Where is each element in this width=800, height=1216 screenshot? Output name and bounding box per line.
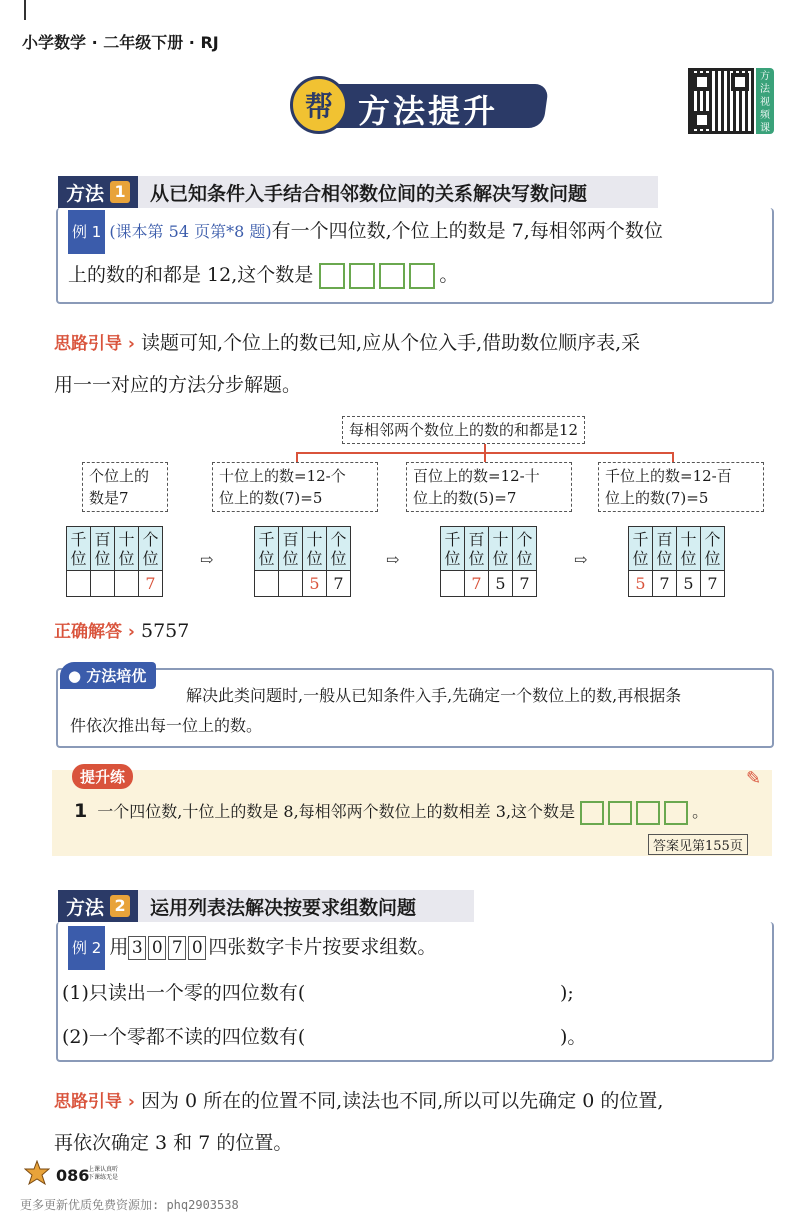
place-value-cell: 7 (653, 571, 677, 597)
diagram-top-note: 每相邻两个数位上的数的和都是12 (342, 416, 585, 444)
digit-card: 0 (148, 936, 166, 960)
answer-box[interactable] (580, 801, 604, 825)
question-1: (1)只读出一个零的四位数有( (62, 982, 306, 1004)
question-2-end: )。 (560, 1026, 587, 1048)
place-value-cell (279, 571, 303, 597)
place-value-cell (67, 571, 91, 597)
practice-tag: 提升练 (72, 764, 133, 789)
answer-box[interactable] (664, 801, 688, 825)
method2-header (58, 890, 474, 922)
digit-card: 0 (188, 936, 206, 960)
method2-tag (58, 890, 138, 922)
qr-finder (693, 111, 711, 129)
place-header-cell: 十 位 (677, 527, 701, 571)
next-arrow-icon: ⇨ (574, 550, 588, 569)
place-value-cell: 7 (465, 571, 489, 597)
place-value-table (628, 526, 725, 597)
place-value-cell: 7 (513, 571, 537, 597)
place-value-cell (255, 571, 279, 597)
mascot-icon (24, 1160, 50, 1186)
example2-pre: 用 (109, 936, 129, 958)
diagram-note-1: 个位上的 数是7 (82, 462, 168, 512)
hint1-text1: 读题可知,个位上的数已知,应从个位入手,借助数位顺序表,采 (140, 332, 641, 354)
example1-source: (课本第 54 页第*8 题) (109, 222, 272, 241)
hint2-text2: 再依次确定 3 和 7 的位置。 (54, 1132, 293, 1154)
connector (296, 452, 298, 462)
page-number: 086 (56, 1166, 90, 1185)
diagram-note-3: 百位上的数=12-十 位上的数(5)=7 (406, 462, 572, 512)
margin-rule (24, 0, 26, 20)
question-2: (2)一个零都不读的四位数有( (62, 1026, 306, 1048)
method1-num: 1 (110, 181, 130, 203)
answer-box[interactable] (349, 263, 375, 289)
place-header-cell: 个 位 (327, 527, 351, 571)
place-value-cell: 5 (629, 571, 653, 597)
hint2-line1 (54, 1080, 784, 1123)
example1-line1 (68, 210, 768, 254)
example1-line2: 上的数的和都是 12,这个数是 。 (68, 254, 768, 296)
place-header-cell: 百 位 (279, 527, 303, 571)
place-value-cell (91, 571, 115, 597)
tip-line2: 件依次推出每一位上的数。 (70, 716, 263, 735)
place-header-cell: 十 位 (303, 527, 327, 571)
hint1-line1 (54, 322, 784, 365)
question-1-end: ); (560, 982, 574, 1004)
method1-tag (58, 176, 138, 208)
method1-header (58, 176, 658, 208)
place-header-cell: 百 位 (465, 527, 489, 571)
place-value-table (66, 526, 163, 597)
place-value-cell: 7 (139, 571, 163, 597)
place-header-cell: 百 位 (653, 527, 677, 571)
next-arrow-icon: ⇨ (200, 550, 214, 569)
answer-reference: 答案见第155页 (648, 834, 748, 855)
qr-finder (731, 73, 749, 91)
answer1-line (54, 610, 454, 653)
method-tip-tag: ● 方法培优 (60, 662, 156, 689)
place-header-cell: 十 位 (115, 527, 139, 571)
place-value-table (440, 526, 537, 597)
example2-line1 (68, 926, 768, 970)
hint1-label: 思路引导 › (54, 334, 135, 354)
place-header-cell: 千 位 (629, 527, 653, 571)
answer-box[interactable] (409, 263, 435, 289)
banner-title: 方法提升 (358, 92, 499, 130)
connector (672, 452, 674, 462)
example2-tag: 例 2 (68, 926, 105, 970)
place-header-cell: 个 位 (139, 527, 163, 571)
place-header-cell: 个 位 (513, 527, 537, 571)
series-header: 小学数学 · 二年级下册 · RJ (22, 33, 219, 52)
place-value-cell: 7 (701, 571, 725, 597)
answer1-label: 正确解答 › (54, 622, 135, 642)
answer-box[interactable] (608, 801, 632, 825)
qr-label: 方法视频课 (756, 68, 774, 134)
place-value-cell: 5 (489, 571, 513, 597)
qr-finder (693, 73, 711, 91)
digit-card: 3 (128, 936, 146, 960)
diagram-note-2: 十位上的数=12-个 位上的数(7)=5 (212, 462, 378, 512)
example1-tag: 例 1 (68, 210, 105, 254)
connector (484, 452, 486, 462)
hint2-text1: 因为 0 所在的位置不同,读法也不同,所以可以先确定 0 的位置, (140, 1090, 664, 1112)
place-header-cell: 千 位 (67, 527, 91, 571)
place-value-cell: 7 (327, 571, 351, 597)
place-header-cell: 千 位 (441, 527, 465, 571)
method1-tag-text: 方法 (66, 182, 105, 205)
digit-card: 7 (168, 936, 186, 960)
example1-text1: 有一个四位数,个位上的数是 7,每相邻两个数位 (271, 220, 663, 242)
example1-text2: 上的数的和都是 12,这个数是 (68, 264, 314, 286)
hint2-label: 思路引导 › (54, 1092, 135, 1112)
answer-box[interactable] (636, 801, 660, 825)
footer-slogan: 上课认真听 下课练无是 (88, 1166, 119, 1181)
practice-num: 1 (74, 800, 88, 822)
example2-post: 四张数字卡片按要求组数。 (208, 936, 437, 958)
method1-title: 从已知条件入手结合相邻数位间的关系解决写数问题 (150, 182, 588, 205)
answer-box[interactable] (319, 263, 345, 289)
diagram-note-4: 千位上的数=12-百 位上的数(7)=5 (598, 462, 764, 512)
watermark-text: 更多更新优质免费资源加: phq2903538 (20, 1198, 239, 1212)
place-value-table (254, 526, 351, 597)
place-value-cell (115, 571, 139, 597)
section-banner (290, 76, 548, 134)
place-value-cell: 5 (303, 571, 327, 597)
place-header-cell: 百 位 (91, 527, 115, 571)
practice-text: 一个四位数,十位上的数是 8,每相邻两个数位上的数相差 3,这个数是 (97, 802, 576, 821)
tip-line1: 解决此类问题时,一般从已知条件入手,先确定一个数位上的数,再根据条 (186, 686, 682, 705)
pencil-icon: ✎ (746, 768, 762, 789)
qr-code-icon[interactable] (688, 68, 754, 134)
place-header-cell: 个 位 (701, 527, 725, 571)
hint1-text2: 用一一对应的方法分步解题。 (54, 374, 302, 396)
method2-title: 运用列表法解决按要求组数问题 (150, 896, 417, 919)
place-header-cell: 千 位 (255, 527, 279, 571)
answer1-value: 5757 (140, 620, 190, 642)
practice-question: 1 一个四位数,十位上的数是 8,每相邻两个数位上的数相差 3,这个数是 。 (74, 796, 708, 827)
place-header-cell: 十 位 (489, 527, 513, 571)
method2-tag-text: 方法 (66, 896, 105, 919)
next-arrow-icon: ⇨ (386, 550, 400, 569)
help-badge: 帮 (290, 76, 348, 134)
answer-box[interactable] (379, 263, 405, 289)
method2-num: 2 (110, 895, 130, 917)
place-value-cell (441, 571, 465, 597)
place-value-cell: 5 (677, 571, 701, 597)
